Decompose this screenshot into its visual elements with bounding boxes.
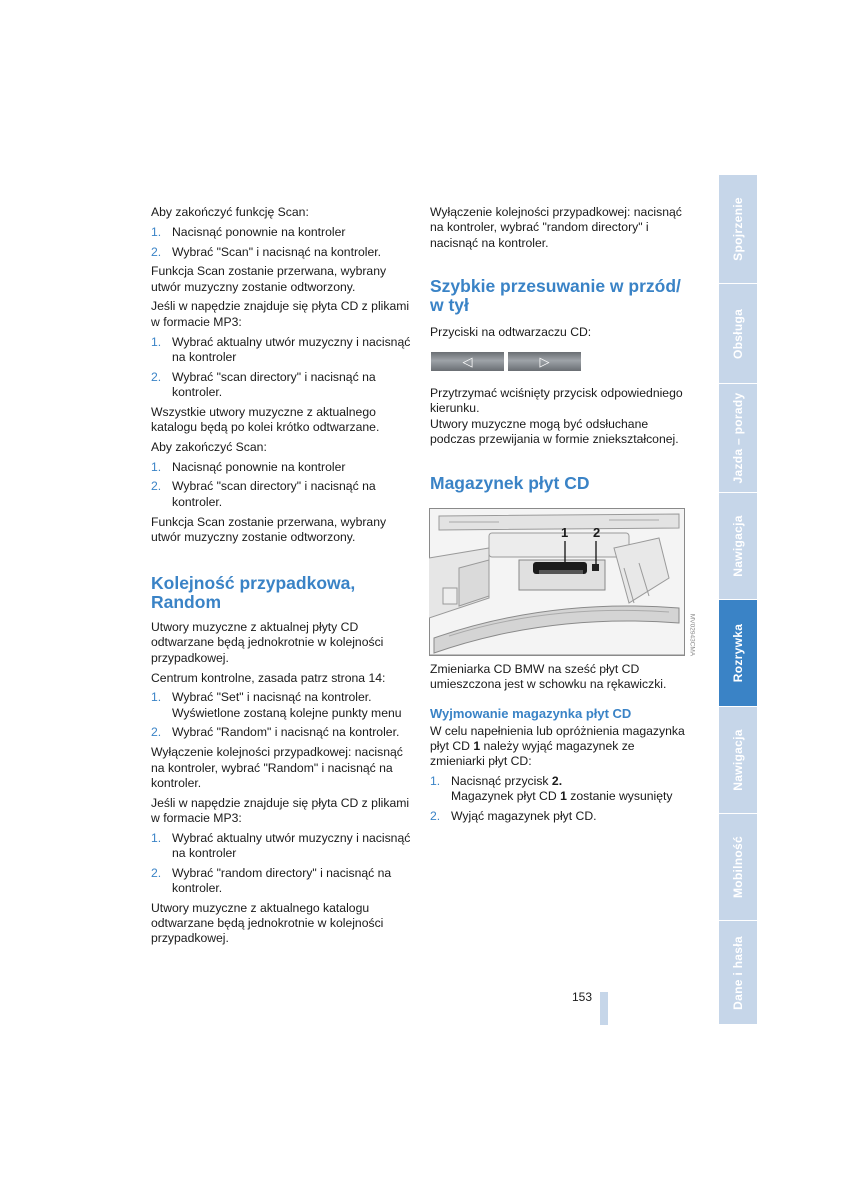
list-item: 2. Wybrać "scan directory" i nacisnąć na kontroler.: [151, 369, 376, 399]
list-item: 2. Wybrać "Scan" i nacisnąć na kontroler.: [151, 244, 382, 259]
paragraph: Utwory muzyczne z aktualnego katalogu odtwarzane będą jednokrotnie w kolejności przypadkowej.: [151, 900, 384, 946]
cd-changer-figure: [429, 508, 685, 656]
paragraph: Utwory muzyczne mogą być odsłuchane podczas przewijania w formie zniekształconej.: [430, 416, 679, 446]
list-item: 1. Nacisnąć ponownie na kontroler: [151, 224, 346, 239]
right-column: [430, 205, 692, 345]
paragraph: W celu napełnienia lub opróżnienia magazynka płyt CD 1 należy wyjąć magazynek ze zmieniarki płyt CD:: [430, 723, 685, 769]
heading-random: Kolejność przypadkowa, Random: [151, 573, 356, 613]
left-column: [151, 205, 413, 951]
paragraph: Utwory muzyczne z aktualnej płyty CD odtwarzane będą jednokrotnie w kolejności przypadkowej.: [151, 620, 384, 665]
paragraph: Aby zakończyć funkcję Scan:: [151, 205, 309, 219]
right-column-mid: [430, 386, 692, 452]
tab-rozrywka[interactable]: Rozrywka: [719, 600, 757, 707]
tab-jazda-porady[interactable]: Jazda – porady: [719, 384, 757, 493]
paragraph: Zmieniarka CD BMW na sześć płyt CD umieszczona jest w schowku na rękawiczki.: [430, 662, 667, 692]
paragraph: Centrum kontrolne, zasada patrz strona 14:: [151, 670, 386, 685]
paragraph: Przytrzymać wciśnięty przycisk odpowiedniego kierunku.: [430, 386, 683, 416]
tab-nawigacja[interactable]: Nawigacja: [719, 493, 757, 600]
list-item: 1. Nacisnąć ponownie na kontroler: [151, 459, 346, 474]
figure-code: MV02943CMA: [688, 613, 696, 657]
list-item: 1. Nacisnąć przycisk 2. Magazynek płyt CD 1 zostanie wysunięty: [430, 773, 673, 804]
heading-fast-forward: Szybkie przesuwanie w przód/ w tył: [430, 275, 681, 315]
paragraph: Przyciski na odtwarzaczu CD:: [430, 324, 592, 339]
paragraph: Funkcja Scan zostanie przerwana, wybrany utwór muzyczny zostanie odtworzony.: [151, 514, 387, 544]
fast-forward-button: [508, 352, 581, 371]
page-number: 153: [572, 990, 593, 1004]
tab-mobilnosc[interactable]: Mobilność: [719, 814, 757, 921]
list-item: 2. Wybrać "Random" i nacisnąć na kontroler.: [151, 725, 400, 740]
rewind-button: [431, 352, 504, 371]
tab-nawigacja-2[interactable]: Nawigacja: [719, 707, 757, 814]
page-number-bar: [600, 992, 608, 1025]
list-item: 1. Wybrać "Set" i nacisnąć na kontroler. Wyświetlone zostaną kolejne punkty menu: [151, 690, 402, 720]
tab-dane-i-hasla[interactable]: Dane i hasła: [719, 921, 757, 1025]
callout-label-1: 1: [561, 525, 569, 540]
paragraph: Funkcja Scan zostanie przerwana, wybrany utwór muzyczny zostanie odtworzony.: [151, 264, 387, 294]
fast-forward-icon: ▷: [539, 354, 550, 369]
list-item: 2. Wyjąć magazynek płyt CD.: [430, 809, 597, 824]
paragraph: Wyłączenie kolejności przypadkowej: nacisnąć na kontroler, wybrać "Random" i nacisnąć na kontroler.: [151, 745, 403, 790]
list-item: 1. Wybrać aktualny utwór muzyczny i nacisnąć na kontroler: [151, 334, 411, 364]
glovebox-illustration: [429, 508, 685, 656]
list-item: 2. Wybrać "scan directory" i nacisnąć na kontroler.: [151, 479, 376, 509]
right-column-bottom: [430, 662, 692, 829]
paragraph: Jeśli w napędzie znajduje się płyta CD z plikami w formacie MP3:: [151, 795, 410, 825]
callout-label-2: 2: [593, 525, 601, 540]
tab-spojrzenie[interactable]: Spojrzenie: [719, 175, 757, 284]
paragraph: Wszystkie utwory muzyczne z aktualnego katalogu będą po kolei krótko odtwarzane.: [151, 404, 380, 435]
paragraph: Wyłączenie kolejności przypadkowej: nacisnąć na kontroler, wybrać "random directory" i nacisnąć na kontroler.: [430, 205, 682, 250]
paragraph: Jeśli w napędzie znajduje się płyta CD z plikami w formacie MP3:: [151, 299, 410, 329]
heading-cd-magazine: Magazynek płyt CD: [430, 473, 590, 493]
rewind-icon: ◁: [462, 354, 473, 369]
tab-obsluga[interactable]: Obsługa: [719, 284, 757, 384]
subheading-remove-magazine: Wyjmowanie magazynka płyt CD: [430, 705, 632, 721]
list-item: 1. Wybrać aktualny utwór muzyczny i nacisnąć na kontroler: [151, 830, 411, 860]
list-item: 2. Wybrać "random directory" i nacisnąć na kontroler.: [151, 865, 392, 896]
paragraph: Aby zakończyć Scan:: [151, 439, 267, 454]
